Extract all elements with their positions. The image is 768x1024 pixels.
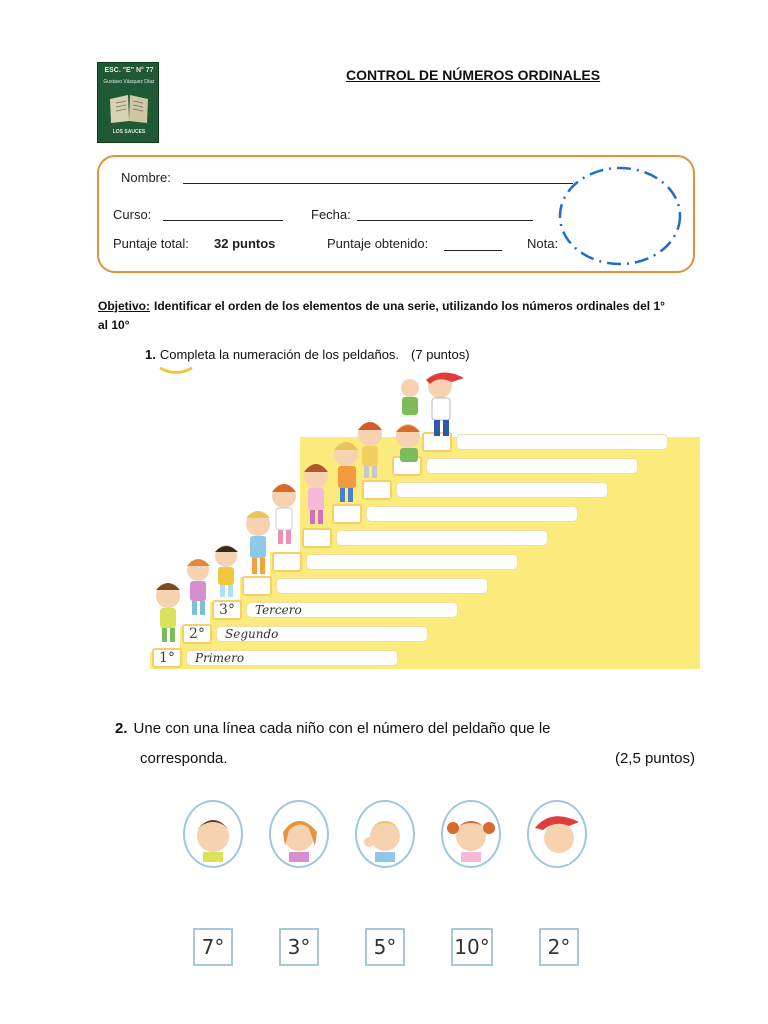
open-book-icon bbox=[108, 91, 150, 125]
question-2-points: (2,5 puntos) bbox=[614, 750, 695, 767]
girl-face-icon bbox=[271, 802, 327, 866]
curso-label: Curso: bbox=[113, 207, 152, 222]
step-1-bar: Primero bbox=[186, 650, 398, 666]
fecha-label: Fecha: bbox=[311, 207, 351, 222]
fecha-field[interactable] bbox=[357, 220, 533, 221]
child-1-figure bbox=[156, 583, 180, 642]
grade-circle[interactable] bbox=[557, 163, 685, 269]
question-1-text: Completa la numeración de los peldaños. bbox=[159, 347, 400, 362]
step-10-bar[interactable] bbox=[456, 434, 668, 450]
number-box-1[interactable]: 7° bbox=[193, 928, 233, 966]
kid-face-4[interactable] bbox=[441, 800, 501, 868]
child-2-figure bbox=[187, 559, 210, 615]
question-1-number: 1. bbox=[145, 347, 156, 362]
number-box-2[interactable]: 3° bbox=[279, 928, 319, 966]
question-2-heading bbox=[115, 720, 695, 767]
nombre-label: Nombre: bbox=[121, 170, 171, 185]
child-3-figure bbox=[215, 545, 238, 597]
logo-school-number: ESC. "E" N° 77 bbox=[104, 67, 154, 74]
question-2-number: 2. bbox=[115, 720, 128, 737]
child-4-figure bbox=[246, 511, 270, 574]
step-3-ordinal: 3° bbox=[219, 602, 235, 618]
step-2-bar: Segundo bbox=[216, 626, 428, 642]
step-3-bar: Tercero bbox=[246, 602, 458, 618]
nombre-field[interactable] bbox=[183, 183, 573, 184]
number-box-5[interactable]: 2° bbox=[539, 928, 579, 966]
puntaje-obtenido-field[interactable] bbox=[444, 250, 502, 251]
child-5-figure bbox=[272, 484, 296, 544]
question-2-text: Une con una línea cada niño con el número del peldaño que le bbox=[133, 720, 551, 737]
child-6-figure bbox=[304, 464, 328, 524]
question-2-text-line2: corresponda. bbox=[140, 750, 228, 767]
student-info-box bbox=[97, 155, 695, 273]
puntaje-total-label: Puntaje total: bbox=[113, 236, 189, 251]
kid-face-5[interactable] bbox=[527, 800, 587, 868]
step-2-ordinal: 2° bbox=[189, 626, 205, 642]
school-logo bbox=[97, 62, 159, 143]
logo-location: LOS SAUCES bbox=[112, 129, 146, 135]
number-box-3[interactable]: 5° bbox=[365, 928, 405, 966]
curso-field[interactable] bbox=[163, 220, 283, 221]
objective bbox=[98, 297, 678, 335]
child-8-figure bbox=[358, 422, 382, 478]
boy-face-icon bbox=[185, 802, 241, 866]
page-title: CONTROL DE NÚMEROS ORDINALES bbox=[346, 67, 601, 83]
objective-text: Identificar el orden de los elementos de una serie, utilizando los números ordinales del 1° al 10° bbox=[98, 299, 665, 332]
children-illustration bbox=[132, 368, 472, 658]
child-9-figure bbox=[396, 424, 420, 462]
question-1-heading bbox=[145, 347, 470, 362]
objective-label: Objetivo: bbox=[98, 299, 151, 313]
puntaje-total-value: 32 puntos bbox=[214, 236, 276, 251]
kid-face-1[interactable] bbox=[183, 800, 243, 868]
kid-face-3[interactable] bbox=[355, 800, 415, 868]
question-1-points: (7 puntos) bbox=[411, 347, 470, 362]
number-box-4[interactable]: 10° bbox=[451, 928, 493, 966]
step-1-ordinal: 1° bbox=[159, 650, 175, 666]
logo-school-name: Gustavo Vásquez Díaz bbox=[103, 79, 155, 85]
pigtail-girl-face-icon bbox=[443, 802, 499, 866]
nota-label: Nota: bbox=[527, 236, 559, 251]
kid-face-2[interactable] bbox=[269, 800, 329, 868]
cap-boy-face-icon bbox=[529, 802, 585, 866]
puntaje-obtenido-label: Puntaje obtenido: bbox=[327, 236, 429, 251]
blond-boy-face-icon bbox=[357, 802, 413, 866]
child-7-figure bbox=[334, 442, 358, 502]
